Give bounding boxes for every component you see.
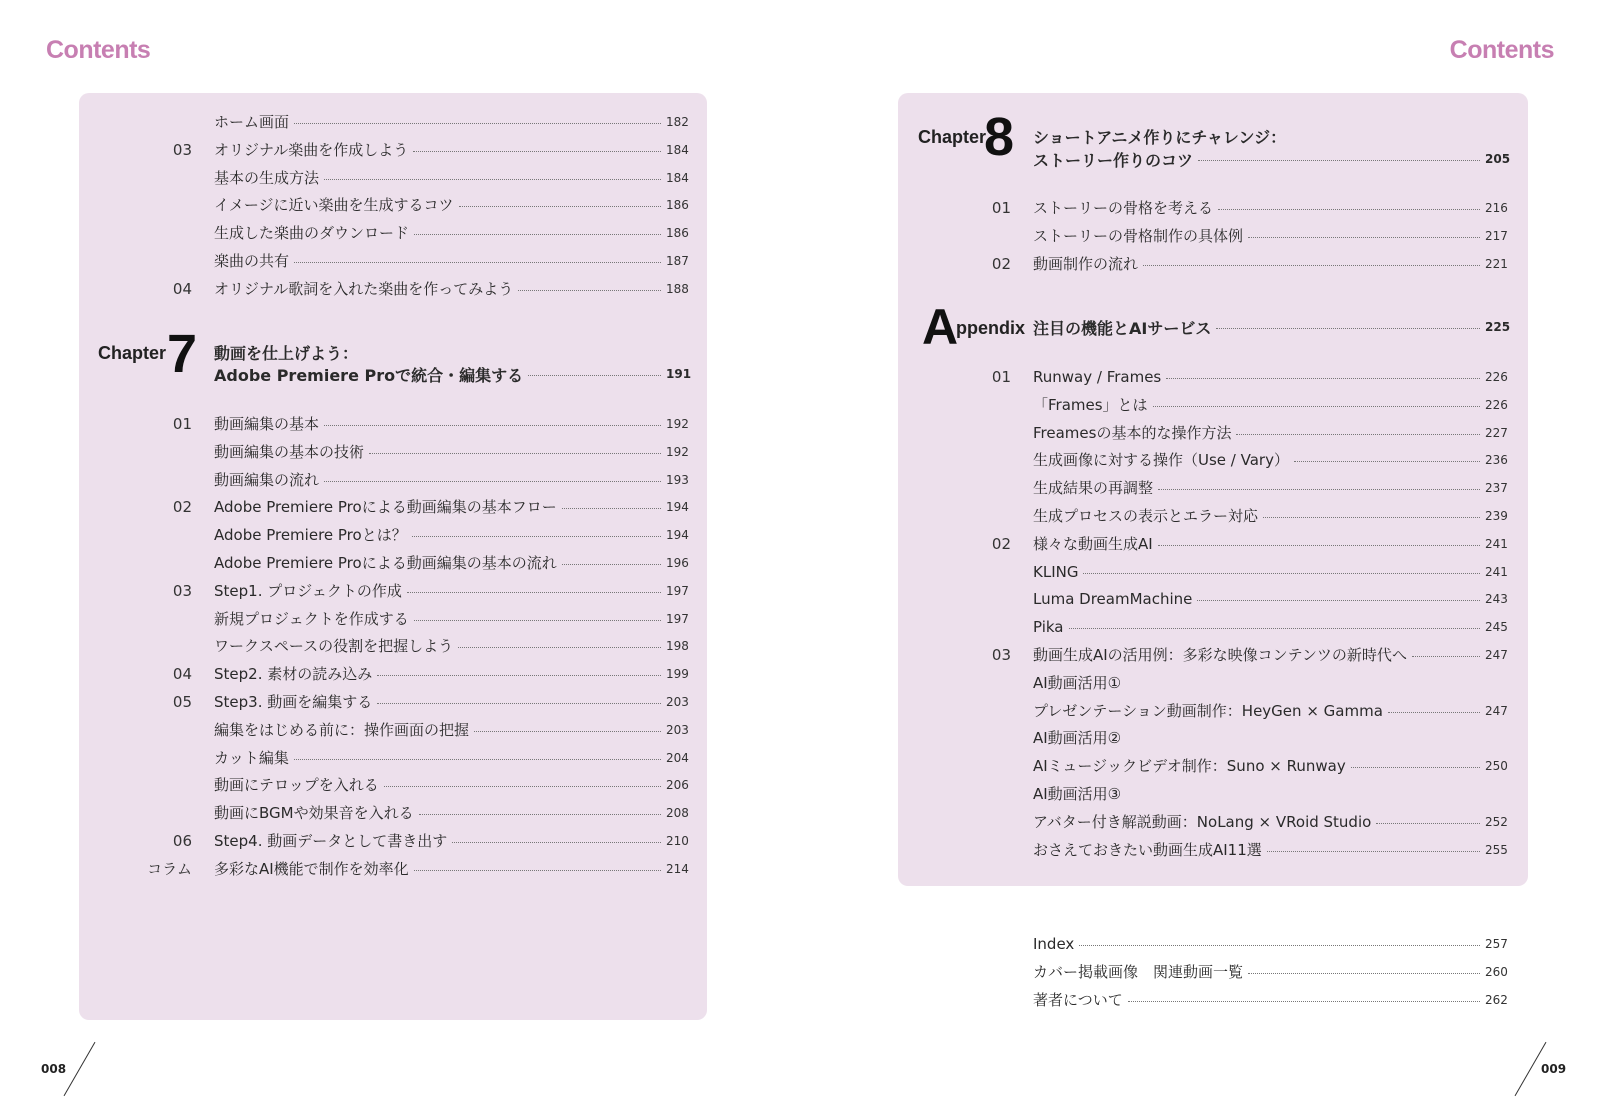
section-number: 06 xyxy=(172,832,192,850)
entry-title: 編集をはじめる前に：操作画面の把握 xyxy=(214,720,470,739)
entry-title: プレゼンテーション動画制作：HeyGen × Gamma xyxy=(1033,701,1383,720)
dot-leader xyxy=(452,841,661,843)
dot-leader xyxy=(1216,327,1480,329)
dot-leader xyxy=(1153,405,1480,407)
dot-leader xyxy=(377,674,661,676)
page-number: 191 xyxy=(666,367,692,381)
toc-entry[interactable] xyxy=(1033,561,1507,583)
entry-title: 生成プロセスの表示とエラー対応 xyxy=(1033,507,1259,525)
dot-leader xyxy=(1351,766,1480,768)
page-number: 214 xyxy=(666,861,689,876)
entry-title: 動画編集の基本の技術 xyxy=(214,442,365,461)
page-number: 196 xyxy=(666,556,689,570)
toc-entry[interactable] xyxy=(172,139,689,161)
dot-leader xyxy=(324,178,661,180)
dot-leader xyxy=(294,758,661,760)
dot-leader xyxy=(562,563,661,565)
page-number: 187 xyxy=(666,254,689,268)
entry-title: 生成画像に対する操作（Use / Vary） xyxy=(1033,451,1289,470)
toc-entry[interactable] xyxy=(1033,672,1507,694)
page-number: 203 xyxy=(666,695,689,709)
entry-title: 動画にBGMや効果音を入れる xyxy=(214,804,414,823)
entry-title: イメージに近い楽曲を生成するコツ xyxy=(214,196,454,215)
dot-leader xyxy=(414,233,661,235)
dot-leader xyxy=(1143,264,1480,266)
dot-leader xyxy=(407,591,661,593)
page-number: 252 xyxy=(1485,814,1508,829)
dot-leader xyxy=(377,702,661,704)
page-number: 186 xyxy=(666,198,689,213)
toc-entry[interactable] xyxy=(214,222,688,244)
toc-entry[interactable] xyxy=(214,441,688,463)
toc-entry[interactable] xyxy=(214,608,688,630)
page-number: 204 xyxy=(666,750,689,765)
toc-entry[interactable] xyxy=(214,111,688,133)
dot-leader xyxy=(294,261,661,263)
entry-title: オリジナル楽曲を作成しよう xyxy=(214,140,409,159)
entry-title: おさえておきたい動画生成AI11選 xyxy=(1033,840,1262,859)
page-number: 245 xyxy=(1485,620,1508,635)
dot-leader xyxy=(474,730,661,732)
page-number: 184 xyxy=(666,170,689,185)
entry-title: 動画生成AIの活用例：多彩な映像コンテンツの新時代へ xyxy=(1033,646,1407,664)
toc-entry[interactable] xyxy=(214,552,688,574)
entry-title: Pika xyxy=(1033,618,1064,637)
dot-leader xyxy=(562,507,661,509)
toc-entry[interactable] xyxy=(214,469,688,491)
dot-leader xyxy=(458,646,661,648)
dot-leader xyxy=(1267,850,1480,852)
entry-title: 動画編集の流れ xyxy=(214,470,320,489)
page-number: 241 xyxy=(1485,564,1508,579)
section-number: 03 xyxy=(172,581,192,600)
page-number: 226 xyxy=(1485,370,1508,384)
page-number: 197 xyxy=(666,583,689,598)
page-number: 255 xyxy=(1485,842,1508,857)
toc-entry[interactable] xyxy=(172,278,689,300)
entry-title: Luma DreamMachine xyxy=(1033,590,1193,609)
page-number: 239 xyxy=(1485,509,1508,523)
dot-leader xyxy=(1218,208,1480,210)
entry-title: Runway / Frames xyxy=(1033,368,1162,386)
entry-title: 基本の生成方法 xyxy=(214,168,320,187)
entry-title: Step3. 動画を編集する xyxy=(214,693,373,711)
entry-title: 生成結果の再調整 xyxy=(1033,479,1154,498)
entry-title: Freamesの基本的な操作方法 xyxy=(1033,423,1232,442)
entry-title: オリジナル歌詞を入れた楽曲を作ってみよう xyxy=(214,279,514,298)
entry-title: 動画制作の流れ xyxy=(1033,254,1139,273)
entry-title: 新規プロジェクトを作成する xyxy=(214,609,409,628)
toc-entry[interactable] xyxy=(1033,616,1507,638)
dot-leader xyxy=(1166,377,1480,379)
dot-leader xyxy=(1198,159,1480,161)
dot-leader xyxy=(1263,516,1480,518)
page-number: 193 xyxy=(666,472,689,487)
section-number: 02 xyxy=(991,534,1011,553)
toc-entry[interactable] xyxy=(1033,422,1507,444)
entry-title: 動画編集の基本 xyxy=(214,415,320,433)
dot-leader xyxy=(384,785,661,787)
appendix-label-rest: ppendix xyxy=(956,318,1026,338)
page-number: 188 xyxy=(666,281,689,296)
dot-leader xyxy=(1158,544,1480,546)
entry-title: 生成した楽曲のダウンロード xyxy=(214,224,410,243)
page-number: 182 xyxy=(666,115,689,129)
toc-entry[interactable] xyxy=(1033,449,1507,471)
entry-title: Adobe Premiere Proとは？ xyxy=(214,526,407,545)
toc-entry[interactable] xyxy=(1033,700,1507,722)
entry-title: 動画にテロップを入れる xyxy=(214,776,379,795)
page-number: 226 xyxy=(1485,397,1508,412)
chapter-title-line2 xyxy=(1033,148,1511,170)
page-number: 208 xyxy=(666,806,689,821)
dot-leader xyxy=(412,535,661,537)
entry-title: 様々な動画生成AI xyxy=(1033,534,1153,553)
dot-leader xyxy=(414,619,661,621)
dot-leader xyxy=(413,150,661,152)
toc-entry[interactable] xyxy=(991,644,1508,666)
page-number: 243 xyxy=(1485,592,1508,607)
page-number: 203 xyxy=(666,722,689,737)
page-number: 192 xyxy=(666,417,689,431)
entry-title: AI動画活用① xyxy=(1033,673,1122,692)
page-number: 247 xyxy=(1485,703,1508,718)
toc-entry[interactable] xyxy=(172,413,689,435)
entry-title: AI動画活用② xyxy=(1033,729,1122,748)
entry-title: Index xyxy=(1033,935,1075,953)
chapter-label: Chapter xyxy=(98,343,167,363)
toc-entry[interactable] xyxy=(147,858,689,880)
toc-entry[interactable] xyxy=(172,830,689,852)
toc-entry[interactable] xyxy=(214,747,688,769)
toc-entry[interactable] xyxy=(1033,811,1507,833)
toc-entry[interactable] xyxy=(214,774,688,796)
dot-leader xyxy=(1248,972,1480,974)
toc-entry[interactable] xyxy=(214,635,688,657)
chapter-title-text: Adobe Premiere Proで統合・編集する xyxy=(214,365,524,385)
dot-leader xyxy=(419,813,661,815)
toc-entry[interactable] xyxy=(172,580,689,602)
dot-leader xyxy=(1158,488,1480,490)
toc-entry[interactable] xyxy=(1033,839,1507,861)
folio-slash-left xyxy=(64,1042,96,1096)
chapter-label: Chapter xyxy=(918,127,987,147)
dot-leader xyxy=(459,205,661,207)
entry-title: AI動画活用③ xyxy=(1033,785,1122,803)
toc-entry[interactable] xyxy=(1033,727,1507,749)
entry-title: KLING xyxy=(1033,562,1079,581)
dot-leader xyxy=(1069,627,1481,629)
page-number: 241 xyxy=(1485,536,1508,551)
entry-title: AIミュージックビデオ制作：Suno × Runway xyxy=(1033,757,1346,776)
section-number: コラム xyxy=(147,859,192,878)
toc-entry[interactable] xyxy=(991,366,1508,388)
appendix-title-text: 注目の機能とAIサービス xyxy=(1033,318,1212,338)
chapter-title-text: ストーリー作りのコツ xyxy=(1033,150,1194,170)
page-number: 250 xyxy=(1485,759,1508,774)
page-number-left: 008 xyxy=(41,1062,67,1076)
toc-entry[interactable] xyxy=(214,250,688,272)
toc-entry[interactable] xyxy=(991,197,1508,219)
toc-entry[interactable] xyxy=(1033,225,1507,247)
dot-leader xyxy=(1083,572,1480,574)
toc-entry[interactable] xyxy=(172,663,689,685)
dot-leader xyxy=(294,122,661,124)
entry-title: カバー掲載画像 関連動画一覧 xyxy=(1033,962,1244,981)
toc-entry[interactable] xyxy=(172,496,689,518)
toc-entry[interactable] xyxy=(214,802,688,824)
entry-title: Adobe Premiere Proによる動画編集の基本の流れ xyxy=(214,554,557,572)
dot-leader xyxy=(1412,655,1480,657)
page-number: 227 xyxy=(1485,425,1508,440)
page-header-right: Contents xyxy=(1449,36,1554,64)
dot-leader xyxy=(528,374,661,376)
entry-title: ストーリーの骨格を考える xyxy=(1033,199,1214,217)
toc-entry[interactable] xyxy=(991,533,1508,555)
dot-leader xyxy=(1079,944,1480,946)
chapter-number: 8 xyxy=(984,107,1015,167)
entry-title: 著者について xyxy=(1033,990,1123,1009)
section-number: 03 xyxy=(991,646,1011,664)
entry-title: Step1. プロジェクトの作成 xyxy=(214,581,402,600)
dot-leader xyxy=(1294,460,1480,462)
dot-leader xyxy=(414,869,661,871)
section-number: 05 xyxy=(172,693,192,711)
page-number: 225 xyxy=(1485,320,1511,334)
toc-entry[interactable] xyxy=(1033,394,1507,416)
toc-entry[interactable] xyxy=(214,194,688,216)
section-number: 01 xyxy=(991,368,1011,386)
section-number: 02 xyxy=(172,498,192,517)
page-number: 199 xyxy=(666,667,689,682)
toc-entry[interactable] xyxy=(214,719,688,741)
page-number: 194 xyxy=(666,528,689,543)
toc-entry[interactable] xyxy=(1033,477,1507,499)
entry-title: 「Frames」とは xyxy=(1033,395,1148,414)
toc-entry[interactable] xyxy=(1033,755,1507,777)
dot-leader xyxy=(324,424,661,426)
dot-leader xyxy=(1376,822,1480,824)
section-number: 04 xyxy=(172,279,192,298)
dot-leader xyxy=(1236,433,1480,435)
page-number-right: 009 xyxy=(1541,1062,1567,1076)
dot-leader xyxy=(1197,599,1480,601)
chapter-title-line1: 動画を仕上げよう： xyxy=(214,343,359,363)
dot-leader xyxy=(1388,711,1480,713)
page-number: 198 xyxy=(666,639,689,654)
entry-title: ワークスペースの役割を把握しよう xyxy=(214,637,454,656)
appendix-title-line xyxy=(1033,316,1511,338)
entry-title: Step2. 素材の読み込み xyxy=(214,665,373,684)
chapter-title-line2 xyxy=(214,363,692,385)
page-number: 197 xyxy=(666,611,689,626)
page-number: 221 xyxy=(1485,256,1508,271)
page-number: 186 xyxy=(666,226,689,241)
toc-entry[interactable] xyxy=(214,524,688,546)
section-number: 01 xyxy=(991,199,1011,217)
toc-entry[interactable] xyxy=(1033,505,1507,527)
page-number: 216 xyxy=(1485,201,1508,215)
chapter-title-line1: ショートアニメ作りにチャレンジ： xyxy=(1033,127,1287,147)
dot-leader xyxy=(1128,1000,1480,1002)
appendix-initial: A xyxy=(922,299,959,355)
page-number: 260 xyxy=(1485,964,1508,979)
toc-entry[interactable] xyxy=(1033,783,1507,805)
page-number: 194 xyxy=(666,500,689,515)
toc-entry[interactable] xyxy=(991,253,1508,275)
page-number: 210 xyxy=(666,834,689,848)
toc-entry[interactable] xyxy=(1033,588,1507,610)
entry-title: Step4. 動画データとして書き出す xyxy=(214,832,448,850)
entry-title: Adobe Premiere Proによる動画編集の基本フロー xyxy=(214,498,557,517)
page-number: 206 xyxy=(666,778,689,793)
entry-title: 楽曲の共有 xyxy=(214,252,290,270)
section-number: 01 xyxy=(172,415,192,433)
section-number: 02 xyxy=(991,254,1011,273)
page-number: 236 xyxy=(1485,453,1508,468)
dot-leader xyxy=(324,480,661,482)
entry-title: ホーム画面 xyxy=(214,113,290,131)
toc-entry[interactable] xyxy=(172,691,689,713)
page-number: 205 xyxy=(1485,152,1511,166)
chapter-number: 7 xyxy=(167,324,198,384)
dot-leader xyxy=(1248,236,1480,238)
page-number: 257 xyxy=(1485,937,1508,951)
page-header-left: Contents xyxy=(46,36,151,64)
page-number: 262 xyxy=(1485,992,1508,1007)
toc-entry[interactable] xyxy=(1033,989,1507,1011)
toc-entry[interactable] xyxy=(214,167,688,189)
page-number: 217 xyxy=(1485,228,1508,243)
page-number: 247 xyxy=(1485,648,1508,662)
section-number: 03 xyxy=(172,140,192,159)
section-number: 04 xyxy=(172,665,192,684)
toc-entry[interactable] xyxy=(1033,961,1507,983)
entry-title: ストーリーの骨格制作の具体例 xyxy=(1033,226,1244,245)
entry-title: カット編集 xyxy=(214,748,289,767)
entry-title: アバター付き解説動画：NoLang × VRoid Studio xyxy=(1033,812,1372,831)
dot-leader xyxy=(369,452,661,454)
page-number: 184 xyxy=(666,142,689,157)
toc-entry[interactable] xyxy=(1033,933,1507,955)
dot-leader xyxy=(518,289,661,291)
page-number: 237 xyxy=(1485,481,1508,496)
page-number: 192 xyxy=(666,444,689,459)
entry-title: 多彩なAI機能で制作を効率化 xyxy=(214,859,409,878)
